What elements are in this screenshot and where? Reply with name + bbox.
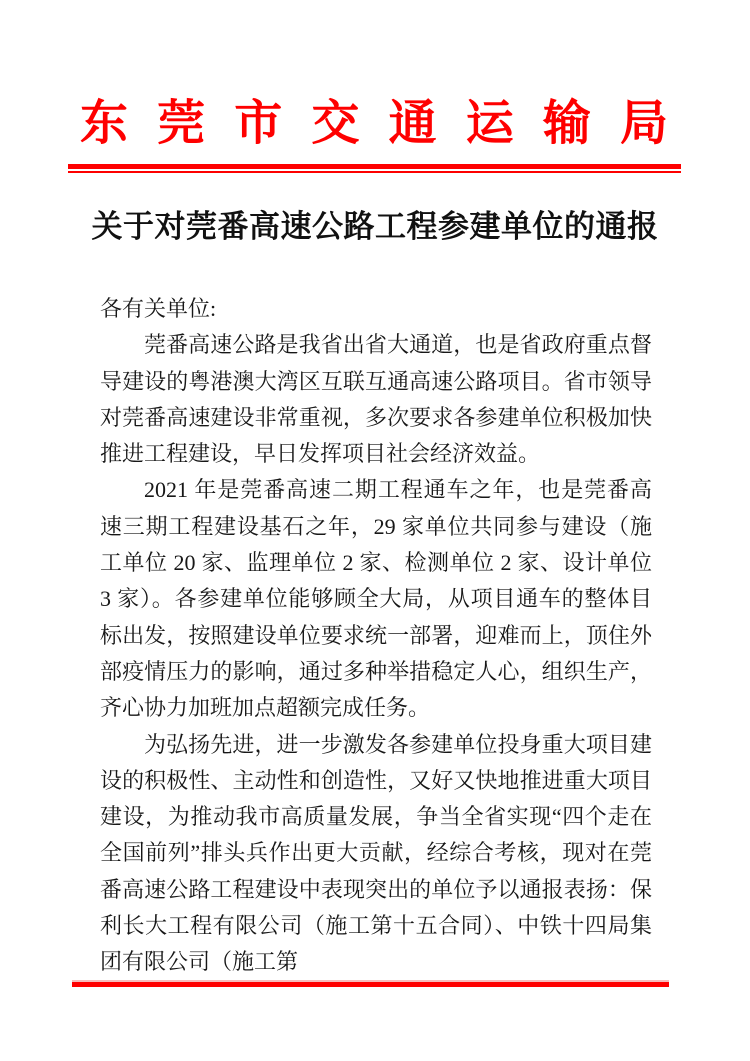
document-body xyxy=(100,291,652,981)
body-paragraph-3: 为弘扬先进，进一步激发各参建单位投身重大项目建设的积极性、主动性和创造性，又好又快地推进重大项目建设，为推动我市高质量发展，争当全省实现“四个走在全国前列”排头兵作出更大贡献，经综合考核，现对在莞番高速公路工程建设中表现突出的单位予以通报表扬：保利长大工程有限公司（施工第十五合同）、中铁十四局集团有限公司（施工第 xyxy=(100,731,652,975)
letterhead-divider-rule xyxy=(68,164,681,173)
body-paragraph-2: 2021 年是莞番高速二期工程通车之年，也是莞番高速三期工程建设基石之年，29 家单位共同参与建设（施工单位 20 家、监理单位 2 家、检测单位 2 家、设计单位 3 家）。各参建单位能够顾全大局，从项目通车的整体目标出发，按照建设单位要求统一部署，迎难而上，顶住外部疫情压力的影响，通过多种举措稳定人心，组织生产，齐心协力加班加点超额完成任务。 xyxy=(100,477,652,721)
agency-name-char: 市 xyxy=(234,97,283,150)
document-title: 关于对莞番高速公路工程参建单位的通报 xyxy=(91,209,659,244)
footer-rule xyxy=(72,980,669,987)
agency-name xyxy=(80,98,668,151)
agency-name-char: 东 xyxy=(80,97,129,150)
agency-name-char: 莞 xyxy=(157,97,206,150)
salutation: 各有关单位: xyxy=(100,296,217,321)
agency-name-char: 通 xyxy=(388,97,437,150)
body-paragraph-1: 莞番高速公路是我省出省大通道，也是省政府重点督导建设的粤港澳大湾区互联互通高速公路项目。省市领导对莞番高速建设非常重视，多次要求各参建单位积极加快推进工程建设，早日发挥项目社会经济效益。 xyxy=(100,332,652,467)
agency-name-char: 输 xyxy=(542,97,591,150)
agency-name-char: 运 xyxy=(465,97,514,150)
agency-name-char: 交 xyxy=(311,97,360,150)
agency-name-char: 局 xyxy=(619,97,668,150)
